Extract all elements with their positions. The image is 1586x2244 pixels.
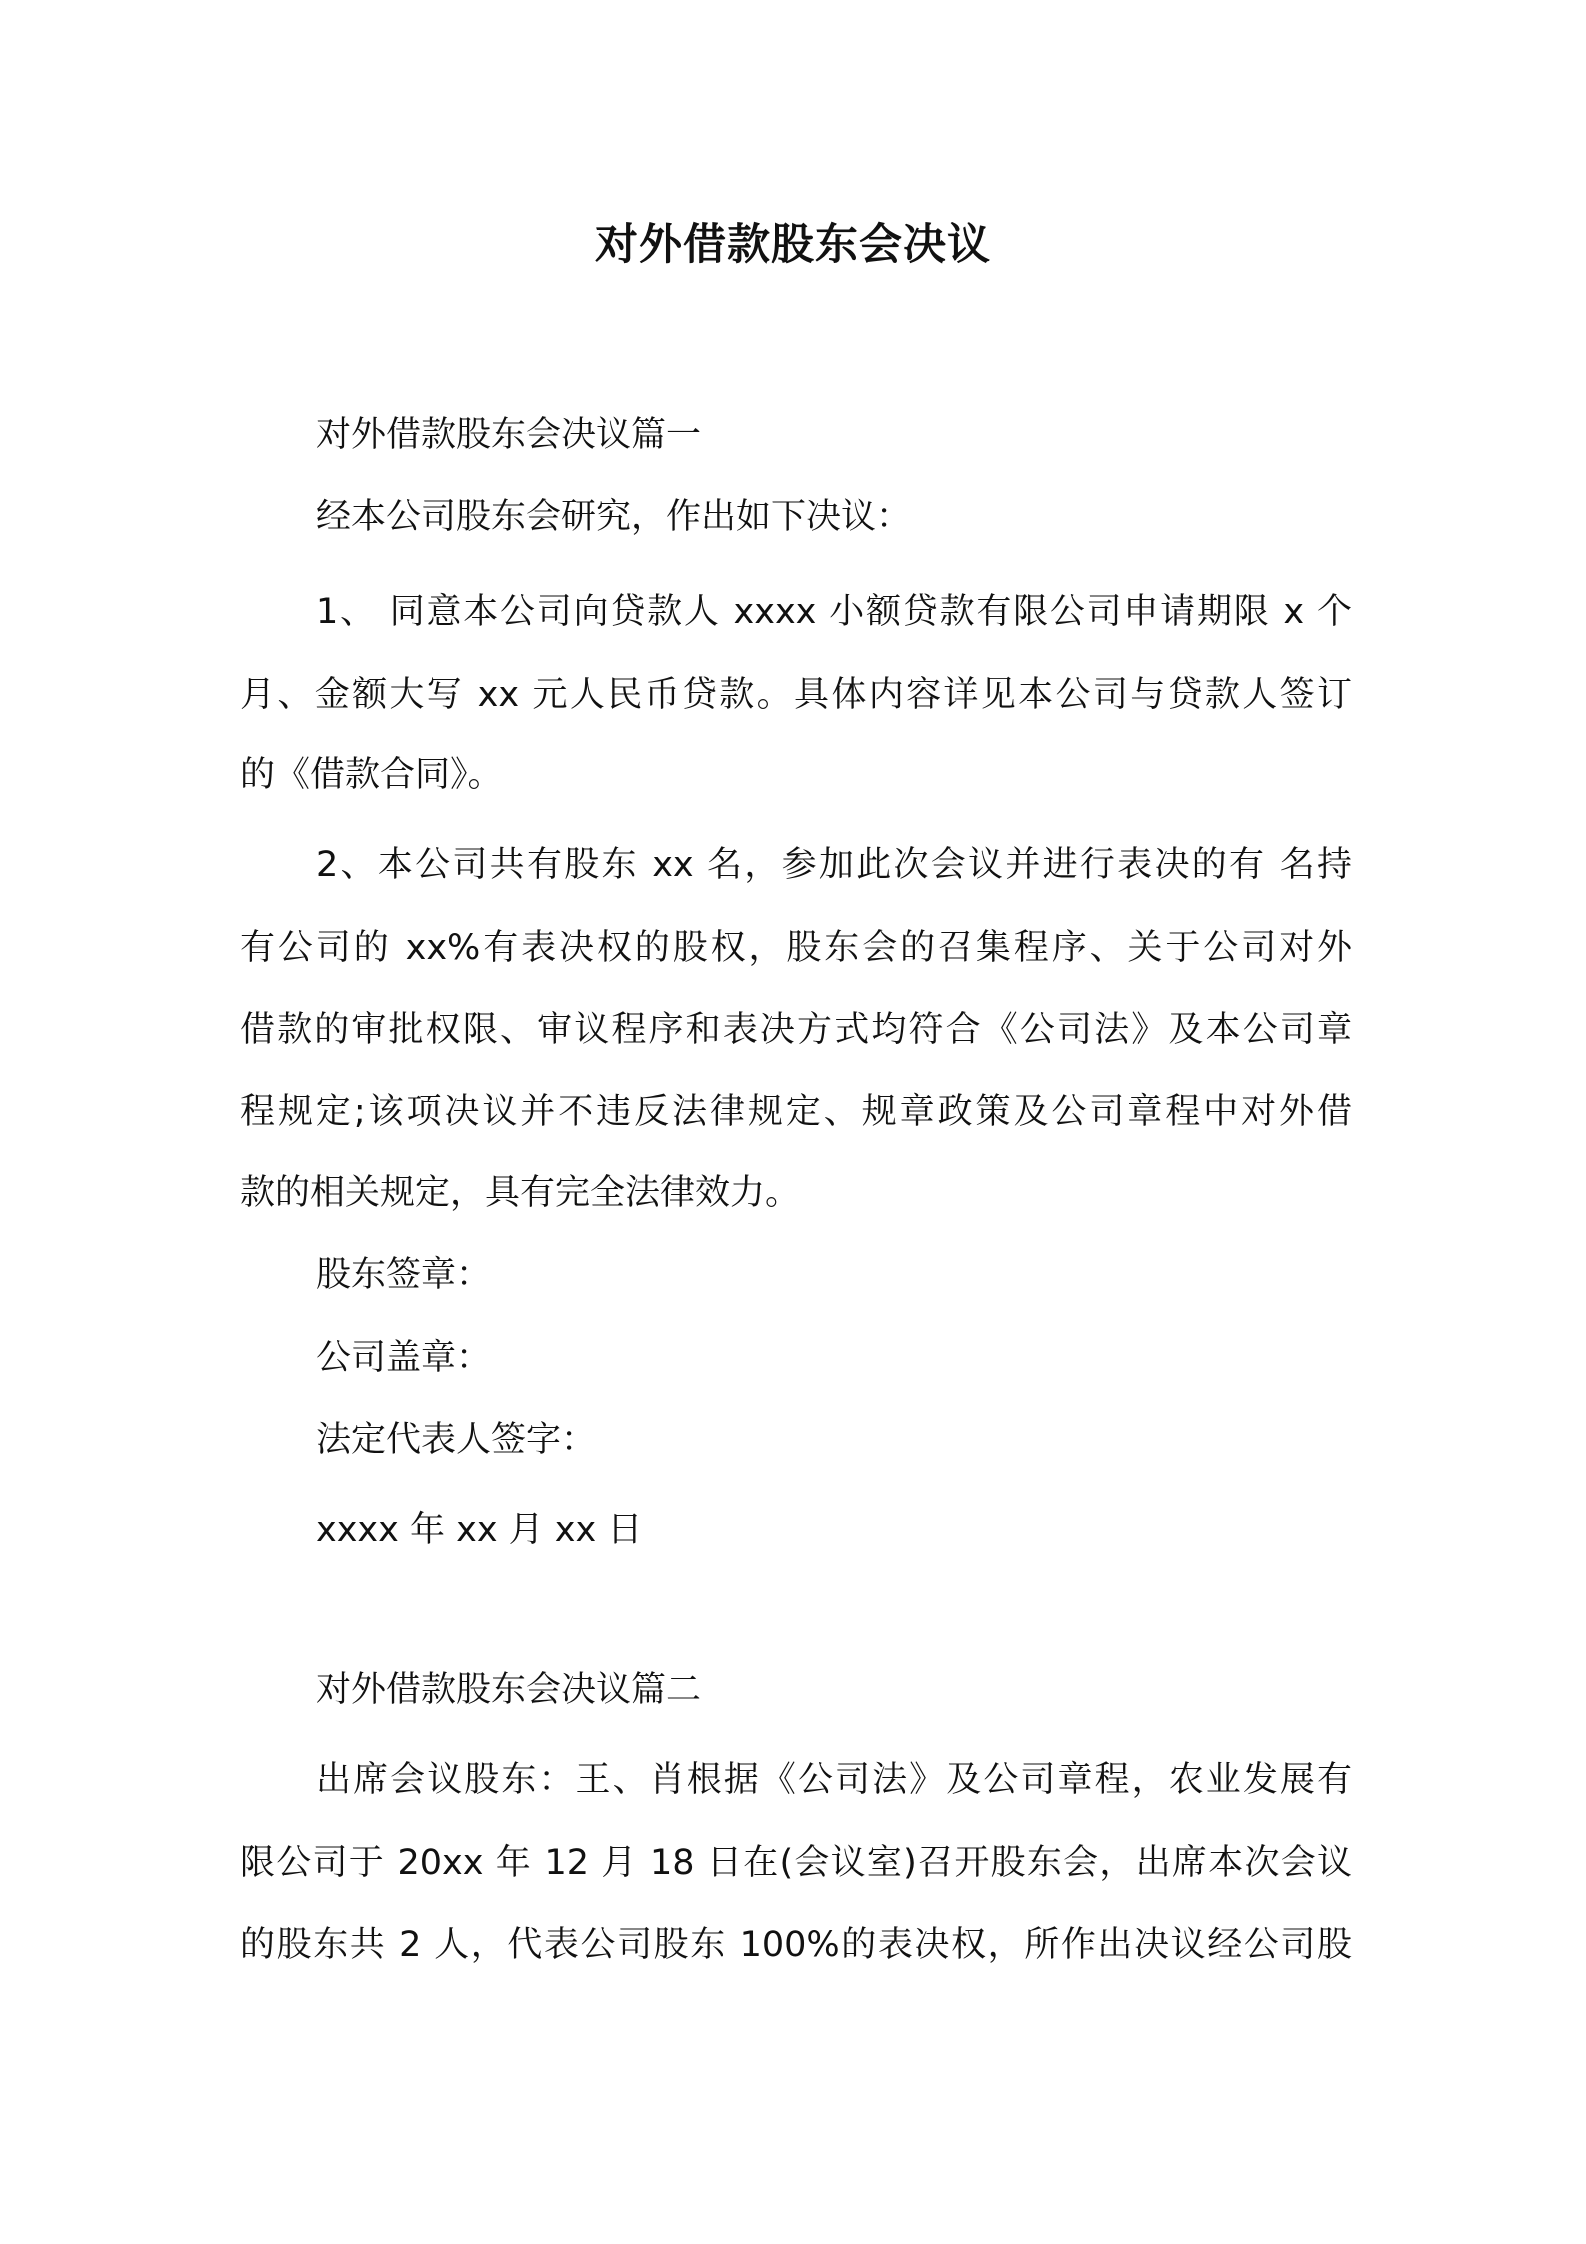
section2-line-1: 出席会议股东：王、肖根据《公司法》及公司章程，农业发展有 [316, 1760, 1352, 1800]
section1-heading: 对外借款股东会决议篇一 [316, 415, 702, 455]
item1-line-1: 1、 同意本公司向贷款人 xxxx 小额贷款有限公司申请期限 x 个 [316, 592, 1352, 632]
item2-line-5: 款的相关规定，具有完全法律效力。 [240, 1173, 801, 1213]
section1-intro: 经本公司股东会研究，作出如下决议： [316, 497, 912, 537]
resolution-date: xxxx 年 xx 月 xx 日 [316, 1510, 643, 1550]
item2-line-4: 程规定;该项决议并不违反法律规定、规章政策及公司章程中对外借 [240, 1092, 1352, 1132]
section2-line-2: 限公司于 20xx 年 12 月 18 日在(会议室)召开股东会，出席本次会议 [240, 1843, 1352, 1883]
company-seal-label: 公司盖章： [316, 1338, 492, 1378]
item1-line-2: 月、金额大写 xx 元人民币贷款。具体内容详见本公司与贷款人签订 [240, 675, 1352, 715]
legal-representative-signature-label: 法定代表人签字： [316, 1420, 597, 1460]
item2-line-3: 借款的审批权限、审议程序和表决方式均符合《公司法》及本公司章 [240, 1010, 1352, 1050]
document-title: 对外借款股东会决议 [595, 220, 991, 270]
shareholder-signature-label: 股东签章： [316, 1255, 492, 1295]
item1-line-3: 的《借款合同》。 [240, 755, 503, 795]
section2-line-3: 的股东共 2 人，代表公司股东 100%的表决权，所作出决议经公司股 [240, 1925, 1352, 1965]
section2-heading: 对外借款股东会决议篇二 [316, 1670, 702, 1710]
item2-line-1: 2、本公司共有股东 xx 名，参加此次会议并进行表决的有 名持 [316, 845, 1352, 885]
item2-line-2: 有公司的 xx%有表决权的股权，股东会的召集程序、关于公司对外 [240, 928, 1352, 968]
